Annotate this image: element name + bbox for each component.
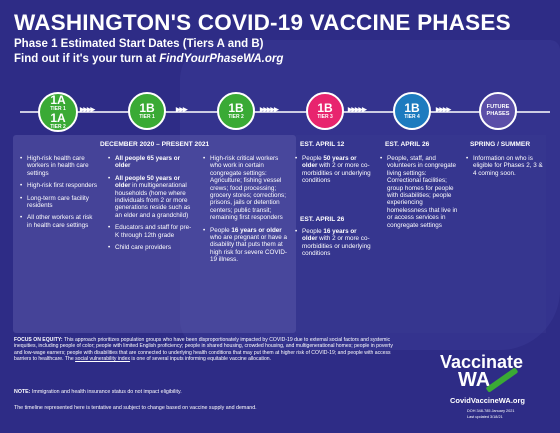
phase-1b-tier4-badge: 1B TIER 4 [393,92,431,130]
timeline-arrow-icon: ▸▸▸▸ [80,104,95,114]
timeline-arrow-icon: ▸▸▸▸▸ [260,104,278,114]
timeline-note: The timeline represented here is tentative and subject to change based on vaccine supply and demand. [14,405,257,411]
phase-1b-tier3-badge: 1B TIER 3 [306,92,344,130]
date-header-current: DECEMBER 2020 – PRESENT 2021 [100,141,210,148]
timeline-line [20,111,550,113]
list-item: • Educators and staff for pre-K through 12th grade [108,224,194,239]
last-updated: Last updated 3/18/21 [467,415,503,419]
phase-1b-tier1-badge: 1B TIER 1 [128,92,166,130]
list-item: • People 16 years or older with 2 or more co-morbidities or underlying conditions [295,228,373,258]
page-title: WASHINGTON'S COVID-19 VACCINE PHASES [14,10,511,35]
date-header-apr26-tier4: EST. APRIL 26 [385,141,430,148]
timeline-arrow-icon: ▸▸▸▸ [436,104,451,114]
list-item: • Long-term care facility residents [20,195,98,210]
page-subtitle: Phase 1 Estimated Start Dates (Tiers A and B) [14,38,264,50]
phase-1b-tier4-list [380,155,462,234]
phase-1b-tier2-list [203,155,289,269]
list-item: • People 16 years or older who are pregnant or have a disability that puts them at high risk for severe COVID-19 illness. [203,227,289,264]
phase-1b-tier1-list [108,155,194,256]
list-item: • All people 65 years or older [108,155,194,170]
doh-number: DOH 348-785 January 2021 [467,409,515,413]
future-phases-list [466,155,544,182]
social-vulnerability-link[interactable]: social vulnerability index [75,356,131,363]
phase-1b-tier3-list-a [295,155,373,190]
list-item: • All other workers at risk in health care settings [20,214,98,229]
list-item: • Information on who is eligible for Phases 2, 3 & 4 coming soon. [466,155,544,177]
site-link[interactable]: CovidVaccineWA.org [450,396,526,405]
date-header-apr26-tier3: EST. APRIL 26 [300,216,345,223]
phase-1a-badge: 1A TIER 1 1A TIER 2 [38,92,78,132]
timeline-arrow-icon: ▸▸▸▸▸ [348,104,366,114]
future-phases-badge: FUTURE PHASES [479,92,517,130]
list-item: • High-risk critical workers who work in certain congregate settings: Agriculture; fishing vessel crews; food processing; grocery stores; corrections; prisons, jails or detention centers; public transit; remaining first responders [203,155,289,222]
note-line: NOTE: Immigration and health insurance status do not impact eligibility. [14,389,182,395]
list-item: • High-risk first responders [20,182,98,189]
list-item: • People 50 years or older with 2 or more co-morbidities or underlying conditions [295,155,373,185]
date-header-apr12: EST. APRIL 12 [300,141,345,148]
equity-statement: FOCUS ON EQUITY: This approach prioritizes population groups who have been disproportionately impacted by COVID-19 due to external social factors and systemic inequities, including people of color; people with limited English proficiency; people in shared housing, crowded housing, and multigenerational homes; people in poverty and low-wage earners; people with disabilities that are connected to underlying health conditions that may put them at higher risk of COVID-19; and people with access barriers to healthcare. The social vulnerability index is one of several inputs informing equitable vaccine allocation. [14,337,393,363]
find-phase-text: Find out if it's your turn at [14,53,160,65]
find-phase-line [14,53,283,65]
phase-1b-tier2-badge: 1B TIER 2 [217,92,255,130]
list-item: • Child care providers [108,244,194,251]
timeline-arrow-icon: ▸▸▸ [176,104,187,114]
date-header-spring: SPRING / SUMMER [470,141,531,148]
find-phase-link[interactable]: FindYourPhaseWA.org [159,53,284,65]
list-item: • High-risk health care workers in health care settings [20,155,98,177]
phase-1b-tier3-list-b [295,228,373,263]
vaccinate-wa-logo: Vaccinate WA [440,352,524,391]
phase-1a-list [20,155,98,234]
list-item: • People, staff, and volunteers in congregate living settings: Correctional facilities; group homes for people with disabilities; people experiencing homelessness that live in or access services in congregate settings [380,155,462,229]
list-item: • All people 50 years or older in multigenerational households (home where individuals from 2 or more generations reside such as an elder and a grandchild) [108,175,194,219]
